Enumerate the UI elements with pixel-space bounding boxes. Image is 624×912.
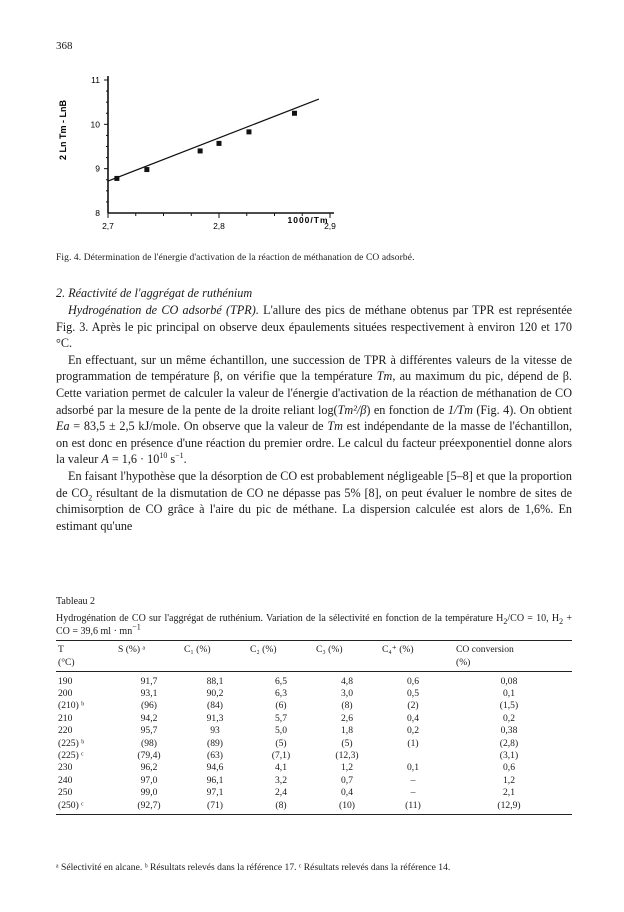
table-cell: 95,7: [140, 725, 158, 737]
table-cell: 2,6: [341, 712, 353, 724]
column-header: CO conversion: [446, 641, 572, 657]
table-cell: (89): [207, 737, 223, 749]
table-cell: (250) ᶜ: [56, 799, 116, 815]
table-row: [56, 687, 572, 699]
y-tick-label: 10: [90, 119, 100, 130]
table-cell: (6): [275, 700, 287, 712]
table-caption-sub2: 2: [559, 617, 564, 626]
column-header-unit: [248, 656, 314, 672]
column-header-unit: [182, 656, 248, 672]
table-cell: 0,7: [341, 774, 353, 786]
table-cell: 94,2: [140, 712, 158, 724]
table-cell: 220: [58, 725, 73, 737]
table-cell: 3,0: [341, 688, 353, 700]
table-cell: (10): [314, 799, 380, 815]
table-cell: 190: [58, 675, 73, 687]
x-tick-label: 2,9: [324, 221, 336, 231]
y-tick-label: 8: [95, 208, 100, 218]
selectivity-table: [56, 640, 572, 815]
column-header-unit: (°C): [56, 656, 116, 672]
table-cell: 1,2: [341, 762, 353, 774]
table-cell: 94,6: [206, 762, 224, 774]
table-row: [56, 774, 572, 786]
table-cell: (7,1): [271, 750, 291, 762]
table-cell: 0,6: [503, 762, 515, 774]
p1-text: L'allure des pics de méthane obtenus par TPR est représentée Fig. 3. Après le pic principal on observe deux épaulements situées respectivement à environ 120 et 170 °C.: [56, 303, 573, 351]
p2-e: 1/Tm: [447, 402, 473, 417]
p2-tm: Tm: [376, 369, 393, 384]
column-header: T: [56, 641, 116, 657]
p2-f: (Fig. 4). On obtient: [472, 402, 572, 417]
column-header: C₂ (%): [248, 641, 314, 657]
table-cell: 0,4: [407, 712, 419, 724]
table-cell: 6,3: [275, 688, 287, 700]
table-cell: 0,2: [503, 712, 515, 724]
table-cell: 230: [58, 762, 73, 774]
table-cell: (225) ᵇ: [58, 737, 85, 749]
column-header-unit: [314, 656, 380, 672]
table-cell: 4,8: [341, 675, 353, 687]
p2-exp2: −1: [175, 451, 184, 461]
p3-b: résultant de la dismutation de CO ne dépasse pas 5% [8], on peut évaluer le nombre de sites de chimisorption de CO grâce à l'aire du pic de méthane. La dispersion calculée est alors de 1,6%. En estimant qu'une: [56, 485, 572, 533]
table-header-row-2: [56, 656, 572, 672]
p2-m: s: [167, 452, 176, 467]
table-cell: 93: [210, 725, 220, 737]
p2-g: Ea: [56, 419, 70, 434]
section-title: 2. Réactivité de l'aggrégat de ruthénium: [56, 286, 253, 300]
fit-line: [108, 99, 319, 181]
table-cell: 0,2: [407, 725, 419, 737]
table-cell: 240: [58, 774, 73, 786]
table-cell: 90,2: [206, 688, 224, 700]
table-cell: (71): [182, 799, 248, 815]
table-cell: –: [410, 774, 416, 786]
data-point: [144, 167, 149, 172]
column-header: C₄⁺ (%): [380, 641, 446, 657]
table-cell: –: [410, 787, 416, 799]
table-cell: 88,1: [206, 675, 224, 687]
table-caption-b: /CO = 10, H: [507, 613, 560, 624]
table-caption-exp: −1: [132, 622, 141, 632]
p3-sub: 2: [88, 492, 93, 502]
table-cell: (210) ᵇ: [58, 700, 85, 712]
p2-h: = 83,5 ± 2,5 kJ/mole. On observe que la valeur de: [69, 419, 328, 434]
table-cell: (63): [207, 750, 223, 762]
table-cell: 99,0: [140, 787, 158, 799]
y-axis-label: 2 Ln Tm - LnB: [58, 100, 68, 160]
table-cell: (12,3): [335, 750, 359, 762]
table-row: [56, 749, 572, 761]
y-tick-label: 9: [95, 163, 100, 174]
page-number: 368: [56, 40, 73, 52]
p2-l: = 1,6 · 10: [108, 452, 160, 467]
column-header-unit: [116, 656, 182, 672]
table-cell: (79,4): [137, 750, 161, 762]
table-cell: 0,5: [407, 688, 419, 700]
table-caption-a: Hydrogénation de CO sur l'aggrégat de ruthénium. Variation de la sélectivité en fonction de la température H: [56, 613, 504, 624]
table-cell: (8): [248, 799, 314, 815]
column-header-unit: (%): [446, 656, 572, 672]
table-cell: 0,6: [407, 675, 419, 687]
table-cell: (1): [407, 737, 419, 749]
table-cell: 2,4: [275, 787, 287, 799]
table-cell: 0,1: [503, 688, 515, 700]
table-cell: 200: [58, 688, 73, 700]
table-cell: 5,0: [275, 725, 287, 737]
p2-n: .: [183, 452, 187, 467]
table-caption-sub1: 2: [503, 617, 508, 626]
paragraph-3: [56, 468, 572, 534]
table-cell: (5): [275, 737, 287, 749]
table-row: [56, 737, 572, 749]
table-cell: 0,1: [407, 762, 419, 774]
table-cell: 93,1: [140, 688, 158, 700]
data-point: [198, 148, 203, 153]
table-cell: 96,2: [140, 762, 158, 774]
table-cell: (12,9): [446, 799, 572, 815]
data-point: [292, 111, 297, 116]
p2-i: Tm: [327, 419, 343, 434]
table-cell: (1,5): [499, 700, 519, 712]
p2-c: Tm²/β: [337, 402, 367, 417]
table-cell: 3,2: [275, 774, 287, 786]
table-row: [56, 712, 572, 724]
table-row: [56, 799, 572, 815]
table-cell: 4,1: [275, 762, 287, 774]
table-cell: 5,7: [275, 712, 287, 724]
p3-a: En faisant l'hypothèse que la désorption de CO est probablement négligeable [5–8] et que la proportion de CO: [56, 468, 572, 500]
column-header-unit: [380, 656, 446, 672]
table-cell: 2,1: [503, 787, 515, 799]
table-row: [56, 725, 572, 737]
table-cell: (8): [341, 700, 353, 712]
p2-d: ) en fonction de: [366, 402, 448, 417]
y-tick-label: 11: [91, 75, 100, 85]
table-cell: [380, 749, 446, 761]
data-point: [217, 141, 222, 146]
table-label: Tableau 2: [56, 596, 96, 607]
table-cell: (5): [341, 737, 353, 749]
activation-energy-plot: [40, 60, 360, 250]
table-cell: 91,3: [206, 712, 224, 724]
table-cell: 97,0: [140, 774, 158, 786]
x-axis-label: 1000/Tm: [287, 215, 329, 225]
table-cell: 97,1: [206, 787, 224, 799]
table-cell: (96): [141, 700, 157, 712]
table-row: [56, 787, 572, 799]
table-cell: 210: [58, 712, 73, 724]
p2-exp: 10: [159, 451, 168, 461]
p2-j: est indépendante de la masse de l'échantillon, on est donc en présence d'une réaction du premier ordre. Le calcul du facteur préexponentiel donne alors la valeur: [56, 419, 572, 467]
table-cell: (2,8): [499, 737, 519, 749]
p2-b: , au maximum du pic, dépend de β. Cette variation permet de calculer la valeur de l'énergie d'activation de la réaction de méthanation de CO adsorbé par la mesure de la pente de la droite reliant log(: [56, 369, 572, 417]
table-cell: 6,5: [275, 675, 287, 687]
table-row: [56, 672, 572, 688]
table-caption: [56, 612, 572, 638]
table-cell: (2): [407, 700, 419, 712]
subsection-title: Hydrogénation de CO adsorbé (TPR).: [68, 303, 259, 317]
table-cell: 96,1: [206, 774, 224, 786]
data-point: [246, 129, 251, 134]
table-row: [56, 700, 572, 712]
table-cell: 91,7: [140, 675, 158, 687]
table-cell: 1,8: [341, 725, 353, 737]
table-cell: 0,08: [500, 675, 518, 687]
x-tick-label: 2,8: [213, 221, 225, 231]
table-cell: (225) ᶜ: [58, 750, 84, 762]
p2-k: A: [101, 452, 109, 467]
table-cell: (11): [380, 799, 446, 815]
table-cell: 0,4: [341, 787, 353, 799]
table-cell: 0,38: [500, 725, 518, 737]
table-caption-c: + CO = 39,6 ml · mn: [56, 613, 572, 637]
table-row: [56, 762, 572, 774]
table-cell: 1,2: [503, 774, 515, 786]
table-cell: (3,1): [499, 750, 519, 762]
table-cell: 250: [58, 787, 73, 799]
table-cell: (92,7): [116, 799, 182, 815]
p2-a: En effectuant, sur un même échantillon, une succession de TPR à différentes valeurs de la vitesse de programmation de température β, on vérifie que la température: [56, 352, 572, 384]
table-footnote: ᵃ Sélectivité en alcane. ᵇ Résultats relevés dans la référence 17. ᶜ Résultats relevés dans la référence 14.: [56, 862, 451, 873]
x-tick-label: 2,7: [102, 221, 114, 231]
column-header: C₃ (%): [314, 641, 380, 657]
table-cell: (98): [141, 737, 157, 749]
paragraph-2: [56, 352, 572, 468]
figure-caption: Fig. 4. Détermination de l'énergie d'activation de la réaction de méthanation de CO adsorbé.: [56, 253, 415, 263]
paragraph-1: [56, 302, 572, 352]
table-cell: (84): [207, 700, 223, 712]
column-header: S (%) ᵃ: [116, 641, 182, 657]
table-header-row: [56, 641, 572, 657]
data-point: [114, 176, 119, 181]
column-header: C₁ (%): [182, 641, 248, 657]
body-text: [56, 302, 572, 534]
